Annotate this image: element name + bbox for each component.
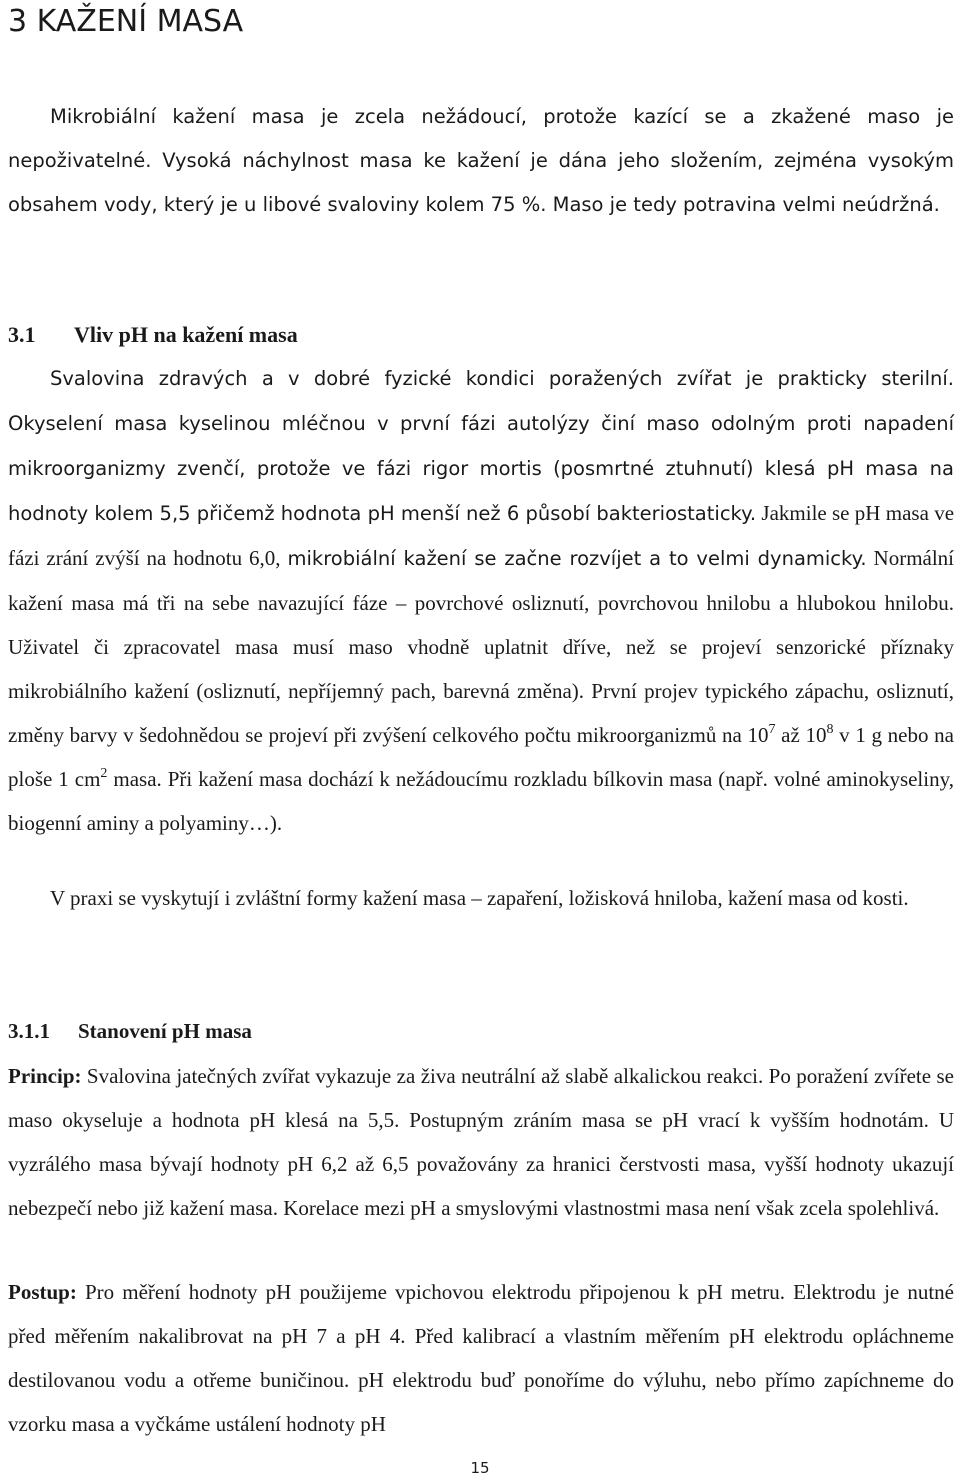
subsection-number: 3.1.1 [8,1019,50,1043]
chapter-heading: 3 KAŽENÍ MASA [8,4,244,39]
section-heading [8,318,298,352]
principle-paragraph [8,1054,954,1230]
para-text-c: mikrobiální kažení se začne rozvíjet a to velmi dynamicky. [287,547,867,570]
section-title: Vliv pH na kažení masa [74,322,298,347]
section-paragraph-2: V praxi se vyskytují i zvláštní formy kažení masa – zapaření, ložisková hniloba, kažení masa od kosti. [50,886,909,910]
section-number: 3.1 [8,322,36,347]
para-text-e: až 10 [775,723,827,747]
para-text-g: masa. Při kažení masa dochází k nežádoucímu rozkladu bílkovin masa (např. volné aminokyseliny, biogenní aminy a polyaminy…). [8,767,954,835]
subsection-title: Stanovení pH masa [78,1019,252,1043]
principle-label: Princip: [8,1064,82,1088]
procedure-label: Postup: [8,1280,77,1304]
page-number: 15 [470,1459,490,1477]
procedure-text: Pro měření hodnoty pH použijeme vpichovou elektrodu připojenou k pH metru. Elektrodu je nutné před měřením nakalibrovat na pH 7 a pH 4. Před kalibrací a vlastním měřením pH elektrodu opláchneme destilovanou vodu a otřeme buničinou. pH elektrodu buď ponoříme do výluhu, nebo přímo zapíchneme do vzorku masa a vyčkáme ustálení hodnoty pH [8,1280,954,1436]
para-text-f: v 1 g nebo na ploše 1 cm [8,723,954,791]
para-text-b: Jakmile se pH masa ve fázi zrání zvýší na hodnotu 6,0, [8,501,955,570]
exponent-7: 7 [768,722,776,737]
procedure-paragraph [8,1270,954,1446]
principle-text: Svalovina jatečných zvířat vykazuje za živa neutrální až slabě alkalickou reakci. Po poražení zvířete se maso okyseluje a hodnota pH klesá na 5,5. Postupným zráním masa se pH vrací k vyšším hodnotám. U vyzrálého masa bývají hodnoty pH 6,2 až 6,5 považovány za hranici čerstvosti masa, vyšší hodnoty ukazují nebezpečí nebo již kažení masa. Korelace mezi pH a smyslovými vlastnostmi masa není však zcela spolehlivá. [8,1064,954,1220]
section-paragraph [8,356,954,845]
para-text-d: Normální kažení masa má tři na sebe navazující fáze – povrchové osliznutí, povrchovou hnilobu a hlubokou hnilobu. Uživatel či zpracovatel masa musí maso vhodně uplatnit dříve, než se projeví senzorické příznaky mikrobiálního kažení (osliznutí, nepříjemný pach, barevná změna). První projev typického zápachu, osliznutí, změny barvy v šedohnědou se projeví při zvýšení celkového počtu mikroorganizmů na 10 [8,546,955,747]
exponent-8: 8 [826,722,834,737]
para-text-a: Svalovina zdravých a v dobré fyzické kondici poražených zvířat je prakticky sterilní. Okyselení masa kyselinou mléčnou v první fázi autolýzy činí maso odolným proti napadení mikroorganizmy zvenčí, protože ve fázi rigor mortis (posmrtné ztuhnutí) klesá pH masa na hodnoty kolem 5,5 přičemž hodnota pH menší než 6 působí bakteriostaticky. [8,367,954,525]
exponent-2: 2 [100,766,108,781]
subsection-heading [8,1014,252,1048]
intro-paragraph: Mikrobiální kažení masa je zcela nežádoucí, protože kazící se a zkažené maso je nepoživatelné. Vysoká náchylnost masa ke kažení je dána jeho složením, zejména vysokým obsahem vody, který je u libové svaloviny kolem 75 %. Maso je tedy potravina velmi neúdržná. [8,105,954,216]
